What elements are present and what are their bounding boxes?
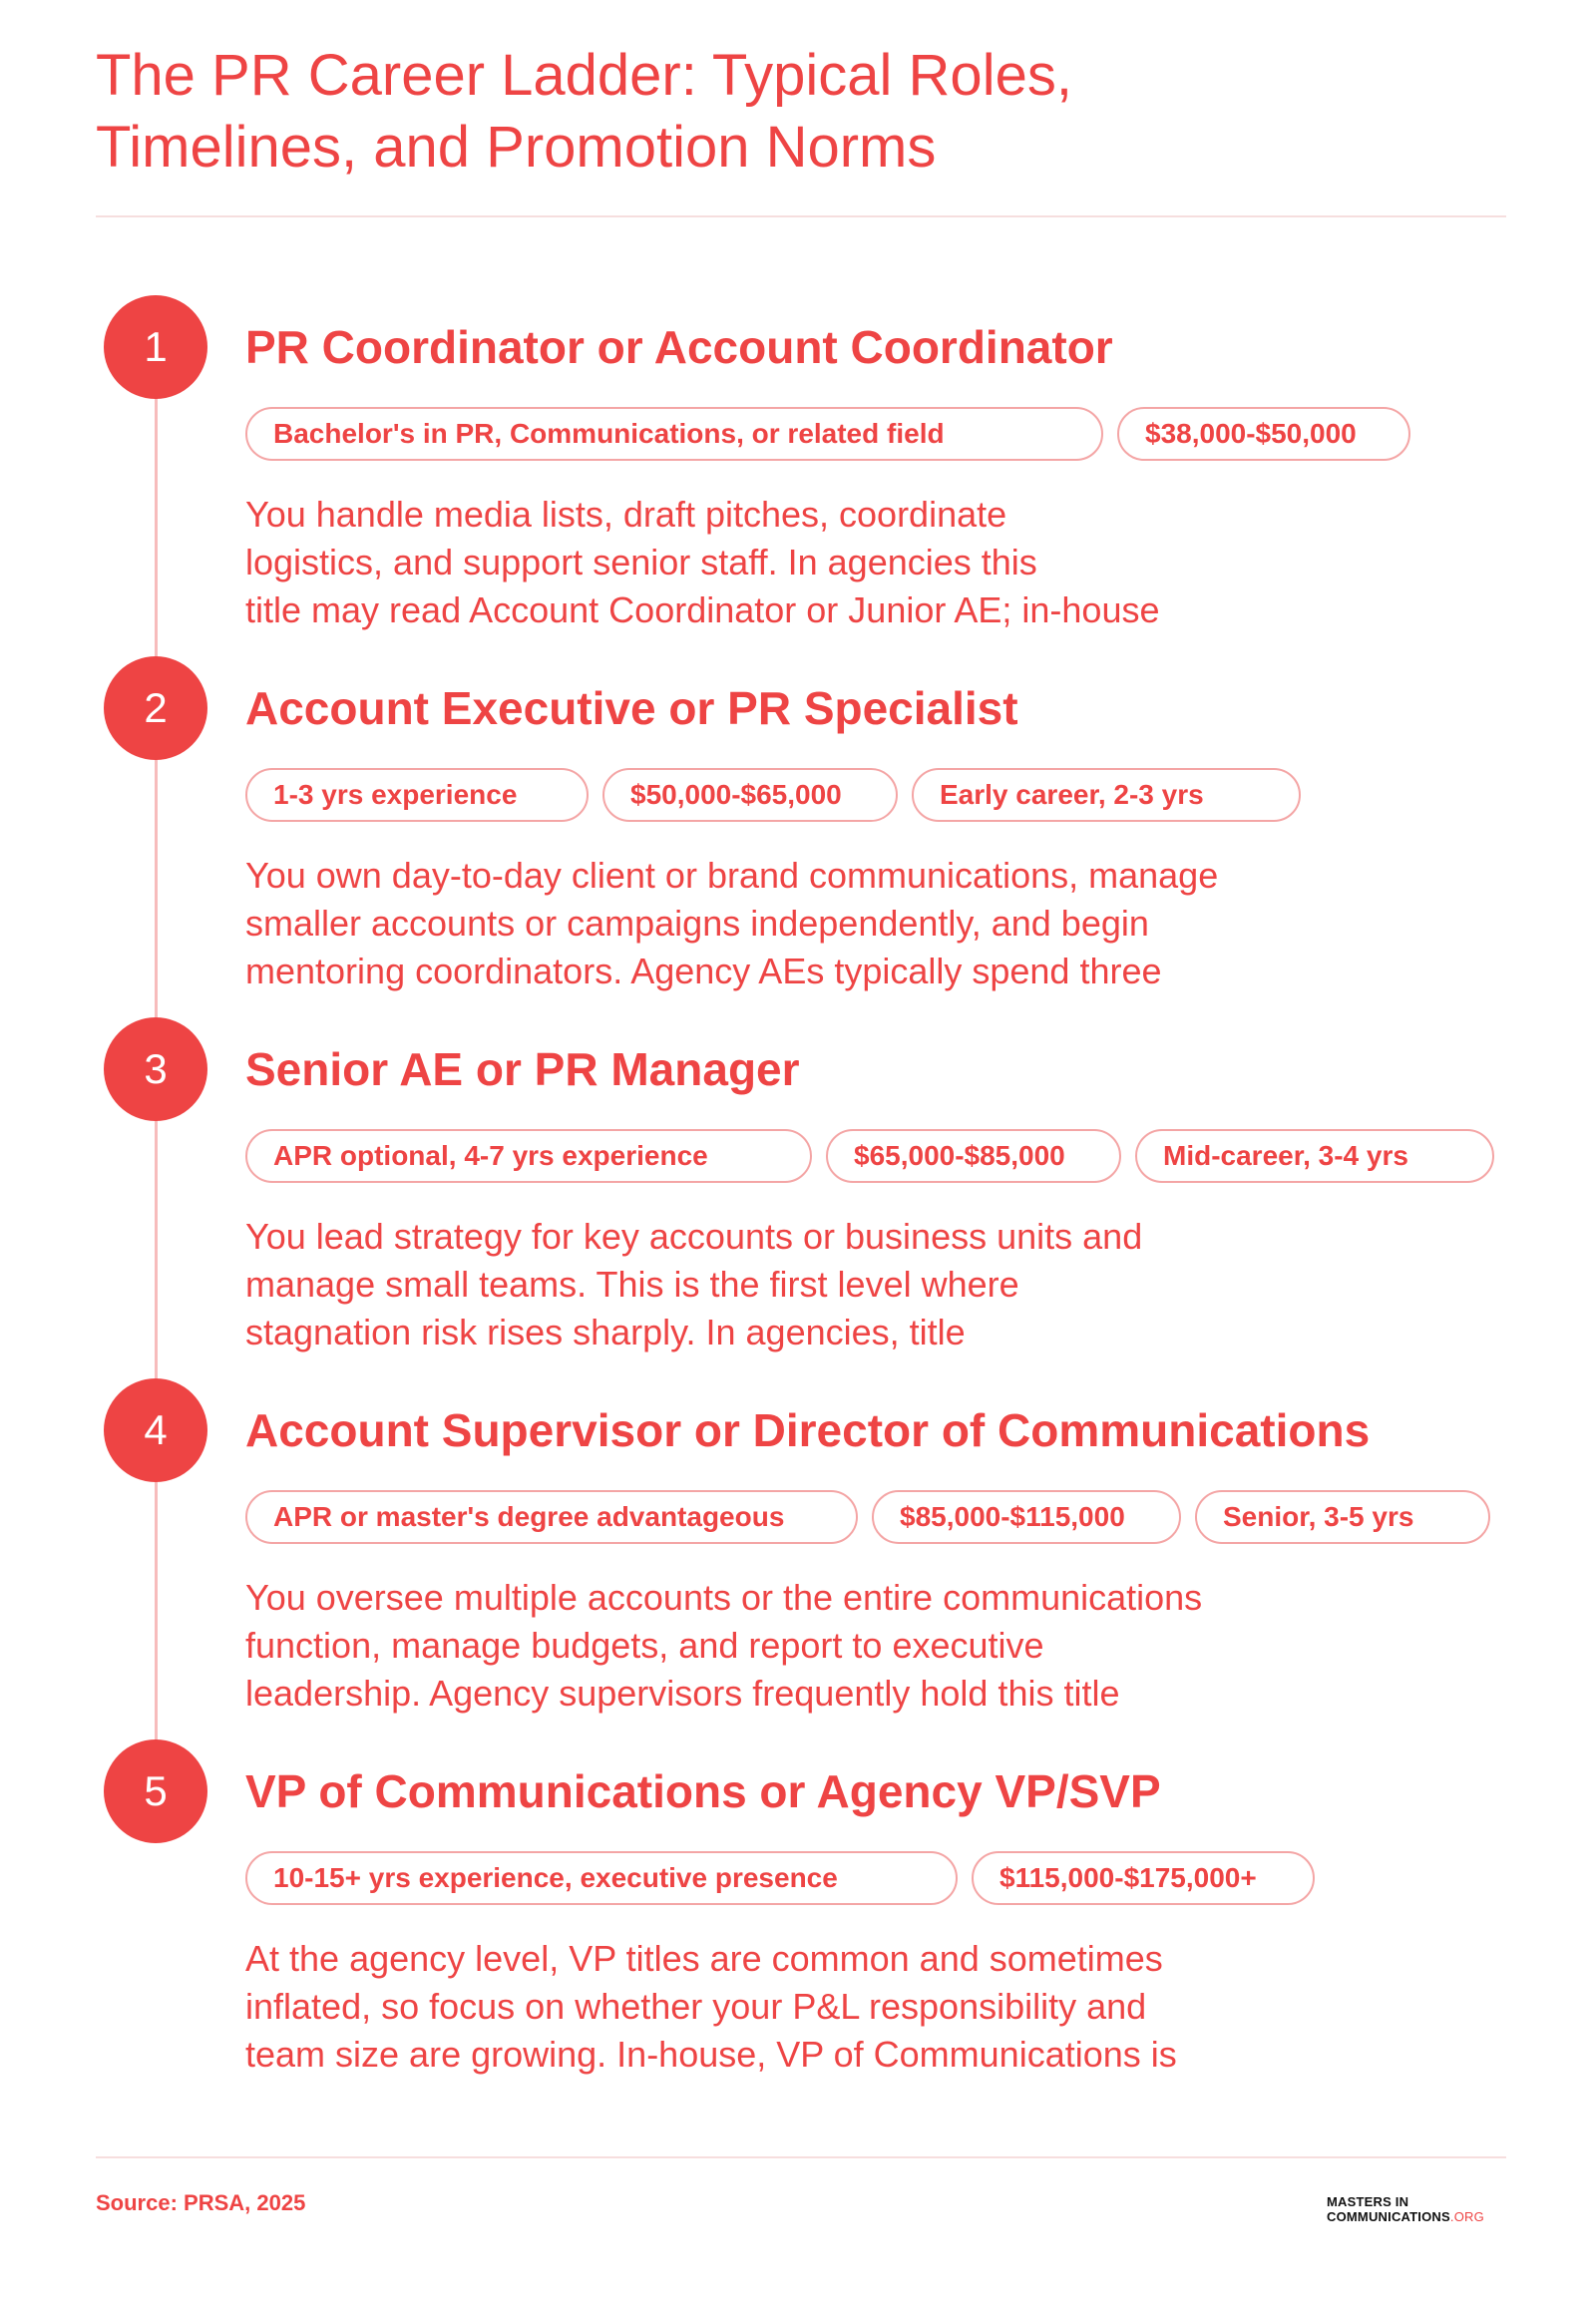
step-title: VP of Communications or Agency VP/SVP: [245, 1765, 1161, 1817]
tag-experience: 1-3 yrs experience: [245, 768, 589, 822]
description-line: function, manage budgets, and report to executive: [245, 1625, 1044, 1666]
description-line: title may read Account Coordinator or Junior AE; in-house: [245, 589, 1160, 630]
step-number-badge: 3: [104, 1017, 207, 1121]
logo-suffix: .ORG: [1449, 2209, 1484, 2224]
description-line: You handle media lists, draft pitches, coordinate: [245, 494, 1007, 535]
description-line: manage small teams. This is the first level where: [245, 1264, 1019, 1305]
bottom-divider: [96, 2156, 1506, 2158]
step-tags: [245, 768, 1301, 822]
tag-salary: $50,000-$65,000: [602, 768, 898, 822]
tag-timeline: Early career, 2-3 yrs: [912, 768, 1301, 822]
description-line: You lead strategy for key accounts or business units and: [245, 1216, 1143, 1257]
step-tags: [245, 407, 1410, 461]
step-description: [245, 1935, 1303, 2079]
step-number-badge: 4: [104, 1378, 207, 1482]
description-line: inflated, so focus on whether your P&L responsibility and: [245, 1986, 1147, 2027]
tag-experience: APR optional, 4-7 yrs experience: [245, 1129, 812, 1183]
description-line: leadership. Agency supervisors frequently hold this title: [245, 1673, 1120, 1714]
step-tags: [245, 1490, 1490, 1544]
step-description: [245, 491, 1303, 634]
source-note: Source: PRSA, 2025: [96, 2190, 306, 2215]
career-step-3: [0, 1017, 1596, 1376]
brand-logo: [1327, 2194, 1484, 2224]
tag-education: APR or master's degree advantageous: [245, 1490, 858, 1544]
page-title: [96, 40, 1393, 184]
logo-line-1: MASTERS IN: [1327, 2194, 1409, 2209]
description-line: You own day-to-day client or brand communications, manage: [245, 855, 1219, 896]
step-title: Account Executive or PR Specialist: [245, 682, 1018, 734]
tag-experience: 10-15+ yrs experience, executive presence: [245, 1851, 958, 1905]
step-title: PR Coordinator or Account Coordinator: [245, 321, 1113, 373]
step-number-badge: 1: [104, 295, 207, 399]
description-line: mentoring coordinators. Agency AEs typically spend three: [245, 951, 1162, 991]
step-description: [245, 1213, 1303, 1356]
step-title: Senior AE or PR Manager: [245, 1043, 800, 1095]
page-title-line-1: The PR Career Ladder: Typical Roles,: [96, 43, 1072, 108]
step-tags: [245, 1129, 1494, 1183]
tag-timeline: Senior, 3-5 yrs: [1195, 1490, 1490, 1544]
description-line: team size are growing. In-house, VP of Communications is: [245, 2034, 1177, 2075]
description-line: You oversee multiple accounts or the entire communications: [245, 1577, 1203, 1618]
page-title-line-2: Timelines, and Promotion Norms: [96, 115, 937, 180]
tag-salary: $38,000-$50,000: [1117, 407, 1410, 461]
tag-timeline: Mid-career, 3-4 yrs: [1135, 1129, 1494, 1183]
description-line: logistics, and support senior staff. In agencies this: [245, 542, 1037, 582]
description-line: smaller accounts or campaigns independently, and begin: [245, 903, 1149, 944]
tag-education: Bachelor's in PR, Communications, or related field: [245, 407, 1103, 461]
career-step-4: [0, 1378, 1596, 1737]
step-description: [245, 1574, 1303, 1718]
description-line: At the agency level, VP titles are common and sometimes: [245, 1938, 1163, 1979]
career-step-2: [0, 656, 1596, 1015]
top-divider: [96, 215, 1506, 217]
logo-line-2: [1327, 2209, 1484, 2224]
tag-salary: $65,000-$85,000: [826, 1129, 1121, 1183]
career-step-5: [0, 1739, 1596, 2099]
step-number-badge: 5: [104, 1739, 207, 1843]
step-number-badge: 2: [104, 656, 207, 760]
step-tags: [245, 1851, 1315, 1905]
tag-salary: $115,000-$175,000+: [972, 1851, 1315, 1905]
description-line: stagnation risk rises sharply. In agencies, title: [245, 1312, 966, 1352]
career-step-1: [0, 295, 1596, 654]
tag-salary: $85,000-$115,000: [872, 1490, 1181, 1544]
step-description: [245, 852, 1303, 995]
step-title: Account Supervisor or Director of Communications: [245, 1404, 1371, 1456]
logo-word: COMMUNICATIONS: [1327, 2209, 1450, 2224]
